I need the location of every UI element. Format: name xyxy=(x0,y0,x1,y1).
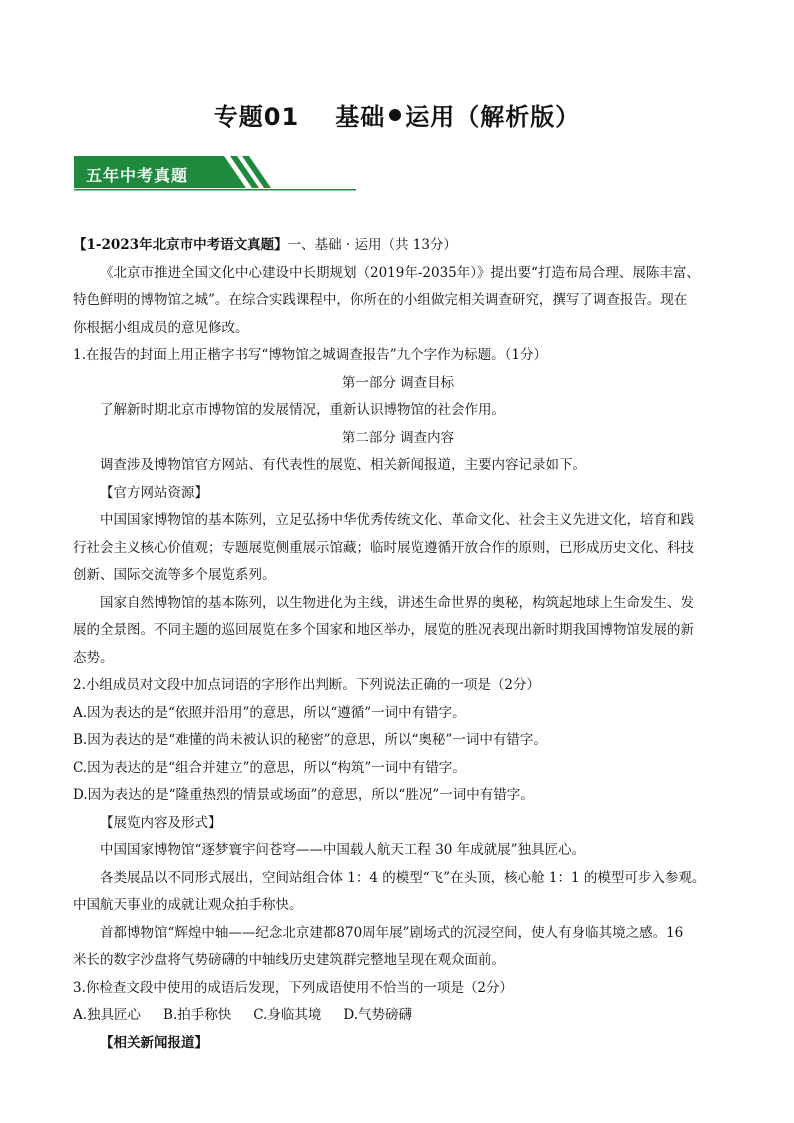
title-part: 基础 xyxy=(335,103,386,131)
paragraph-line: 米长的数字沙盘将气势磅礴的中轴线历史建筑群完整地呈现在观众面前。 xyxy=(73,952,505,968)
paragraph-line: 态势。 xyxy=(73,649,114,666)
section-label: 五年中考真题 xyxy=(86,166,189,185)
question-section: 一、基础 · 运用（共 13分） xyxy=(287,237,457,253)
question-1: 1.在报告的封面上用正楷字书写“博物馆之城调查报告”九个字作为标题。（1分） xyxy=(73,347,548,363)
paragraph-line: 中国航天事业的成就让观众拍手称快。 xyxy=(73,897,303,913)
paragraph-line: 《北京市推进全国文化中心建设中长期规划（2019年-2035年）》提出要“打造布局合理、展陈丰富、 xyxy=(100,264,700,281)
question-3: 3.你检查文段中使用的成语后发现，下列成语使用不恰当的一项是（2分） xyxy=(73,979,513,996)
paragraph-line: 展的全景图。不同主题的巡回展览在多个国家和地区举办，展览的胜况表现出新时期我国博物馆发展的新 xyxy=(73,622,694,638)
question-2: 2.小组成员对文段中加点词语的字形作出判断。下列说法正确的一项是（2分） xyxy=(73,677,540,693)
option-b: B.拍手称快 xyxy=(163,1007,232,1023)
part1-heading: 第一部分 调查目标 xyxy=(341,374,455,391)
paragraph-line: 了解新时期北京市博物馆的发展情况，重新认识博物馆的社会作用。 xyxy=(100,402,505,418)
subsection-label: 【展览内容及形式】 xyxy=(100,814,222,831)
paragraph-line: 调查涉及博物馆官方网站、有代表性的展览、相关新闻报道，主要内容记录如下。 xyxy=(100,457,586,473)
section-banner xyxy=(74,156,356,193)
question-source: 【1-2023年北京市中考语文真题】 xyxy=(73,237,288,253)
paragraph-line: 你根据小组成员的意见修改。 xyxy=(73,319,249,336)
page-title xyxy=(0,97,794,132)
option-d: D.因为表达的是“隆重热烈的情景或场面”的意思，所以“胜况”一词中有错字。 xyxy=(73,787,534,803)
question-header xyxy=(73,232,723,260)
option-a: A.独具匠心 xyxy=(73,1007,142,1023)
option-b: B.因为表达的是“难懂的尚未被认识的秘密”的意思，所以“奥秘”一词中有错字。 xyxy=(73,732,547,748)
paragraph-line: 国家自然博物馆的基本陈列，以生物进化为主线，讲述生命世界的奥秘，构筑起地球上生命发生、发 xyxy=(100,594,694,611)
option-c: C.因为表达的是“组合并建立”的意思，所以“构筑”一词中有错字。 xyxy=(73,759,466,776)
paragraph-line: 特色鲜明的博物馆之城”。在综合实践课程中，你所在的小组做完相关调查研究，撰写了调查报告。现在 xyxy=(73,292,688,308)
paragraph-line: 中国国家博物馆“逐梦寰宇问苍穹——中国载人航天工程 30 年成就展”独具匠心。 xyxy=(100,842,586,858)
option-c: C.身临其境 xyxy=(253,1007,322,1023)
subsection-label: 【官方网站资源】 xyxy=(100,484,208,501)
option-a: A.因为表达的是“依照并沿用”的意思，所以“遵循”一词中有错字。 xyxy=(73,704,466,721)
paragraph-line: 行社会主义核心价值观；专题展览侧重展示馆藏；临时展览遵循开放合作的原则，已形成历史文化、科技 xyxy=(73,539,694,556)
title-suffix: 运用（解析版） xyxy=(405,103,581,131)
paragraph-line: 各类展品以不同形式展出，空间站组合体 1：4 的模型“飞”在头顶，核心舱 1：1 的模型可步入参观。 xyxy=(100,869,706,886)
part2-heading: 第二部分 调查内容 xyxy=(341,429,455,446)
title-subject: 专题01 xyxy=(213,103,300,131)
question-3-options xyxy=(73,1002,723,1030)
document-body xyxy=(73,232,723,1057)
paragraph-line: 创新、国际交流等多个展览系列。 xyxy=(73,567,276,583)
title-dot xyxy=(389,109,401,121)
option-d: D.气势磅礴 xyxy=(343,1007,413,1023)
paragraph-line: 中国国家博物馆的基本陈列，立足弘扬中华优秀传统文化、革命文化、社会主义先进文化，培育和践 xyxy=(100,512,694,528)
subsection-label: 【相关新闻报道】 xyxy=(100,1034,208,1051)
paragraph-line: 首都博物馆“辉煌中轴——纪念北京建都870周年展”剧场式的沉浸空间，使人有身临其境之感。16 xyxy=(100,924,684,941)
